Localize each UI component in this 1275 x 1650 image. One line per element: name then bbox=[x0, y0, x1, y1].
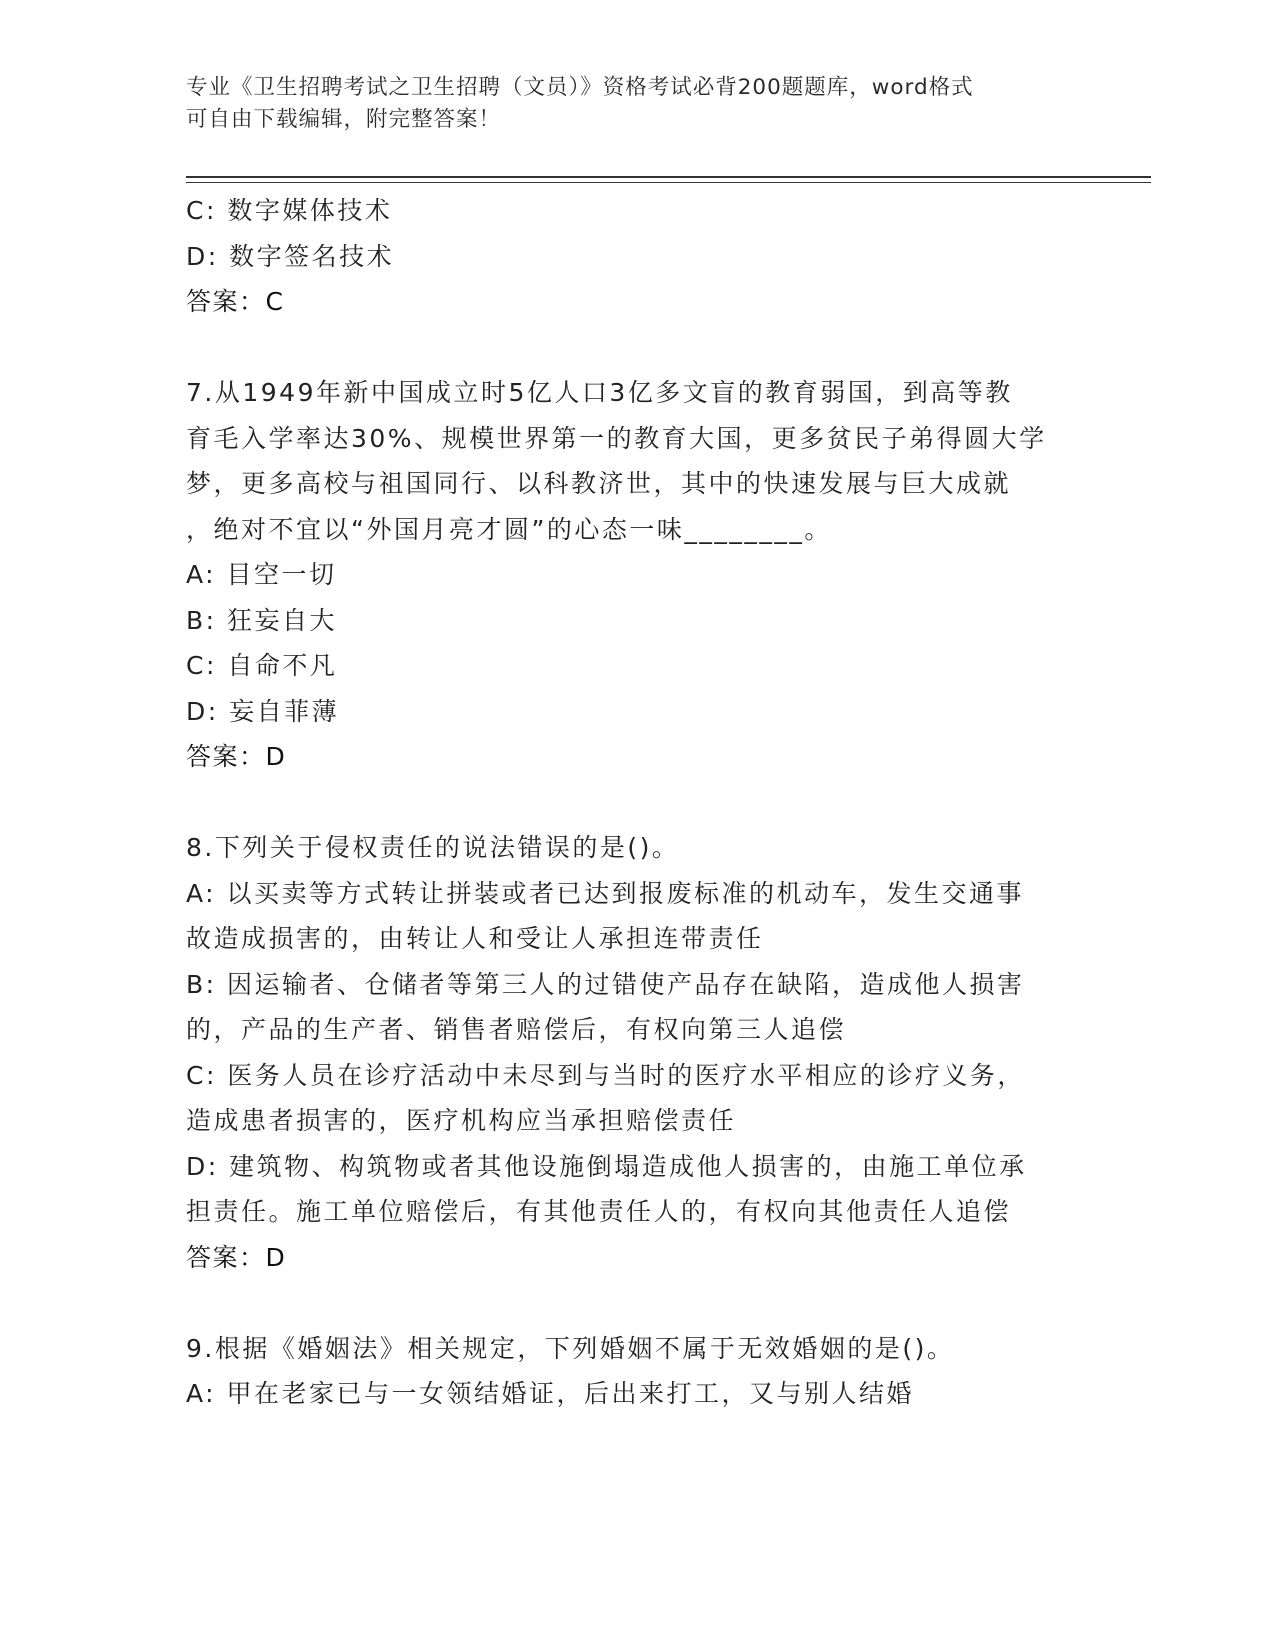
spacer bbox=[186, 325, 1086, 371]
header-title-line-2: 可自由下载编辑，附完整答案！ bbox=[186, 107, 502, 132]
question-text-line: 梦，更多高校与祖国同行、以科教济世，其中的快速发展与巨大成就 bbox=[186, 469, 1012, 498]
option-a: A: 目空一切 bbox=[186, 560, 337, 589]
option-a: A: 甲在老家已与一女领结婚证，后出来打工，又与别人结婚 bbox=[186, 1379, 915, 1408]
option-d-continued: 担责任。施工单位赔偿后，有其他责任人的，有权向其他责任人追偿 bbox=[186, 1197, 1012, 1226]
question-text-line: ，绝对不宜以“外国月亮才圆”的心态一味________。 bbox=[186, 514, 832, 544]
option-c: C: 数字媒体技术 bbox=[186, 196, 393, 225]
question-block-6-tail bbox=[186, 188, 1086, 325]
spacer bbox=[186, 780, 1086, 826]
answer-line: 答案：D bbox=[186, 1242, 287, 1272]
question-text-line: 8.下列关于侵权责任的说法错误的是()。 bbox=[186, 833, 680, 862]
option-d: D: 数字签名技术 bbox=[186, 241, 395, 271]
header-divider-thick bbox=[186, 176, 1151, 178]
option-a-continued: 故造成损害的，由转让人和受让人承担连带责任 bbox=[186, 924, 764, 953]
answer-line: 答案：C bbox=[186, 287, 285, 316]
option-c: C: 自命不凡 bbox=[186, 651, 338, 680]
option-c-continued: 造成患者损害的，医疗机构应当承担赔偿责任 bbox=[186, 1106, 737, 1135]
option-d: D: 建筑物、构筑物或者其他设施倒塌造成他人损害的，由施工单位承 bbox=[186, 1151, 1027, 1181]
header-title-line-1: 专业《卫生招聘考试之卫生招聘（文员）》资格考试必背200题题库，word格式 bbox=[186, 75, 974, 100]
question-text-line: 7.从1949年新中国成立时5亿人口3亿多文盲的教育弱国，到高等教 bbox=[186, 378, 1013, 407]
option-c: C: 医务人员在诊疗活动中未尽到与当时的医疗水平相应的诊疗义务， bbox=[186, 1060, 1025, 1090]
spacer bbox=[186, 1280, 1086, 1326]
page-header bbox=[186, 72, 1066, 136]
option-a: A: 以买卖等方式转让拼装或者已达到报废标准的机动车，发生交通事 bbox=[186, 878, 1025, 908]
option-b: B: 狂妄自大 bbox=[186, 605, 338, 635]
header-divider-thin bbox=[186, 182, 1151, 183]
option-b-continued: 的，产品的生产者、销售者赔偿后，有权向第三人追偿 bbox=[186, 1015, 847, 1044]
option-d: D: 妄自菲薄 bbox=[186, 696, 340, 726]
question-list bbox=[186, 188, 1086, 1417]
question-block-8 bbox=[186, 825, 1086, 1280]
question-block-9 bbox=[186, 1326, 1086, 1417]
answer-line: 答案：D bbox=[186, 742, 287, 771]
question-text-line: 育毛入学率达30%、规模世界第一的教育大国，更多贫民子弟得圆大学 bbox=[186, 423, 1047, 453]
question-block-7 bbox=[186, 370, 1086, 780]
question-text-line: 9.根据《婚姻法》相关规定，下列婚姻不属于无效婚姻的是()。 bbox=[186, 1333, 955, 1363]
option-b: B: 因运输者、仓储者等第三人的过错使产品存在缺陷，造成他人损害 bbox=[186, 969, 1025, 999]
